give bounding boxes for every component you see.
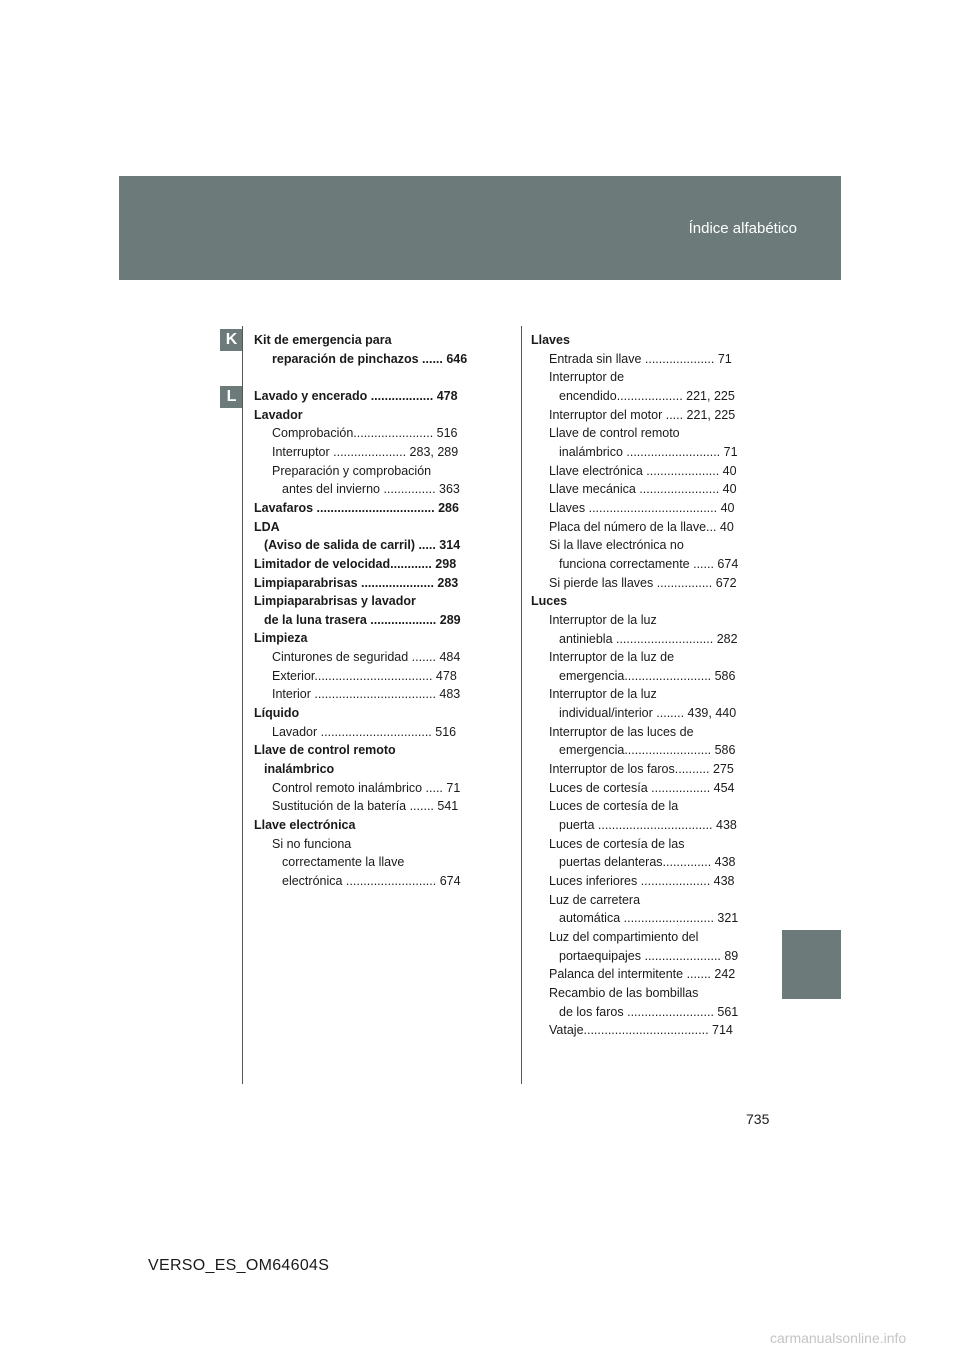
index-subentry: Luces de cortesía de la (549, 799, 679, 814)
index-column-right (531, 331, 750, 1040)
index-heading: Líquido (254, 706, 300, 721)
letter-badge-l: L (220, 386, 243, 408)
index-subentry: encendido................... 221, 225 (559, 388, 735, 403)
index-subentry: Si pierde las llaves ................ 672 (549, 575, 737, 590)
column-divider-middle (521, 326, 522, 1084)
index-subentry: Interior ................................... 483 (272, 687, 461, 702)
index-subentry: Entrada sin llave .................... 71 (549, 351, 732, 366)
index-subentry: Control remoto inalámbrico ..... 71 (272, 780, 461, 795)
index-subentry: Interruptor de la luz de (549, 650, 675, 665)
section-side-tab (782, 930, 841, 999)
index-subentry: portaequipajes ...................... 89 (559, 948, 739, 963)
index-subentry: Interruptor de los faros.......... 275 (549, 762, 734, 777)
index-subentry: antiniebla ............................ 282 (559, 631, 738, 646)
index-subentry: Luz de carretera (549, 892, 641, 907)
index-subentry: Vataje.................................... 714 (549, 1023, 733, 1038)
index-heading: LDA (254, 519, 280, 534)
index-subentry: individual/interior ........ 439, 440 (559, 706, 737, 721)
index-subentry: puerta ................................. 438 (559, 818, 737, 833)
section-title: Índice alfabético (688, 220, 797, 237)
index-subentry: Si la llave electrónica no (549, 538, 684, 553)
index-heading: Lavador (254, 407, 303, 422)
index-heading: Luces (531, 594, 568, 609)
index-subentry: Luces de cortesía ................. 454 (549, 780, 735, 795)
index-heading: Limitador de velocidad............ 298 (254, 556, 457, 571)
index-subentry: inalámbrico ........................... 71 (559, 444, 738, 459)
watermark: carmanualsonline.info (770, 1330, 907, 1346)
index-subentry: puertas delanteras.............. 438 (559, 855, 736, 870)
index-heading: Limpieza (254, 631, 308, 646)
index-subentry: Llave electrónica ..................... 40 (549, 463, 737, 478)
index-subentry: Preparación y comprobación (272, 463, 432, 478)
index-subentry: emergencia......................... 586 (559, 743, 736, 758)
index-subentry: de los faros ......................... 561 (559, 1004, 739, 1019)
header-bar (119, 176, 841, 280)
index-subentry: Interruptor de las luces de (549, 724, 694, 739)
index-heading: inalámbrico (264, 762, 335, 777)
index-heading: Limpiaparabrisas ..................... 283 (254, 575, 459, 590)
index-gap (254, 368, 470, 387)
index-heading: Lavafaros .................................. 286 (254, 500, 459, 515)
index-subentry: funciona correctamente ...... 674 (559, 556, 739, 571)
index-subentry: Exterior.................................. 478 (272, 668, 457, 683)
index-subentry: Llaves ..................................... 40 (549, 500, 735, 515)
index-subentry: Interruptor de la luz (549, 612, 657, 627)
index-subentry: Llave mecánica ....................... 40 (549, 482, 737, 497)
index-heading: reparación de pinchazos ...... 646 (272, 351, 468, 366)
index-subentry: Cinturones de seguridad ....... 484 (272, 650, 461, 665)
index-subentry: Recambio de las bombillas (549, 985, 699, 1000)
index-subentry: electrónica .......................... 674 (282, 874, 461, 889)
index-heading: (Aviso de salida de carril) ..... 314 (264, 538, 461, 553)
letter-badge-k: K (220, 329, 243, 351)
index-column-left (254, 331, 470, 891)
index-subentry: correctamente la llave (282, 855, 405, 870)
index-heading: de la luna trasera ................... 289 (264, 612, 461, 627)
index-heading: Kit de emergencia para (254, 333, 392, 347)
index-heading: Llave de control remoto (254, 743, 396, 758)
index-subentry: Llave de control remoto (549, 426, 680, 441)
index-subentry: Interruptor ..................... 283, 289 (272, 444, 459, 459)
index-subentry: automática .......................... 321 (559, 911, 739, 926)
index-subentry: Lavador ................................ 516 (272, 724, 457, 739)
index-subentry: Interruptor del motor ..... 221, 225 (549, 407, 736, 422)
index-heading: Lavado y encerado .................. 478 (254, 388, 458, 403)
index-subentry: Sustitución de la batería ....... 541 (272, 799, 459, 814)
index-subentry: emergencia......................... 586 (559, 668, 736, 683)
index-subentry: antes del invierno ............... 363 (282, 482, 460, 497)
index-subentry: Luz del compartimiento del (549, 930, 699, 944)
index-subentry: Interruptor de (549, 370, 625, 385)
index-subentry: Comprobación....................... 516 (272, 426, 458, 441)
column-divider-left (242, 326, 243, 1084)
index-heading: Limpiaparabrisas y lavador (254, 594, 416, 609)
index-subentry: Luces inferiores .................... 438 (549, 874, 735, 889)
index-subentry: Interruptor de la luz (549, 687, 657, 702)
document-code: VERSO_ES_OM64604S (148, 1257, 330, 1274)
index-subentry: Palanca del intermitente ....... 242 (549, 967, 736, 982)
index-subentry: Placa del número de la llave... 40 (549, 519, 734, 534)
page-number: 735 (746, 1111, 770, 1127)
index-heading: Llave electrónica (254, 818, 356, 833)
index-subentry: Si no funciona (272, 836, 352, 851)
index-subentry: Luces de cortesía de las (549, 836, 685, 851)
index-heading: Llaves (531, 333, 570, 347)
